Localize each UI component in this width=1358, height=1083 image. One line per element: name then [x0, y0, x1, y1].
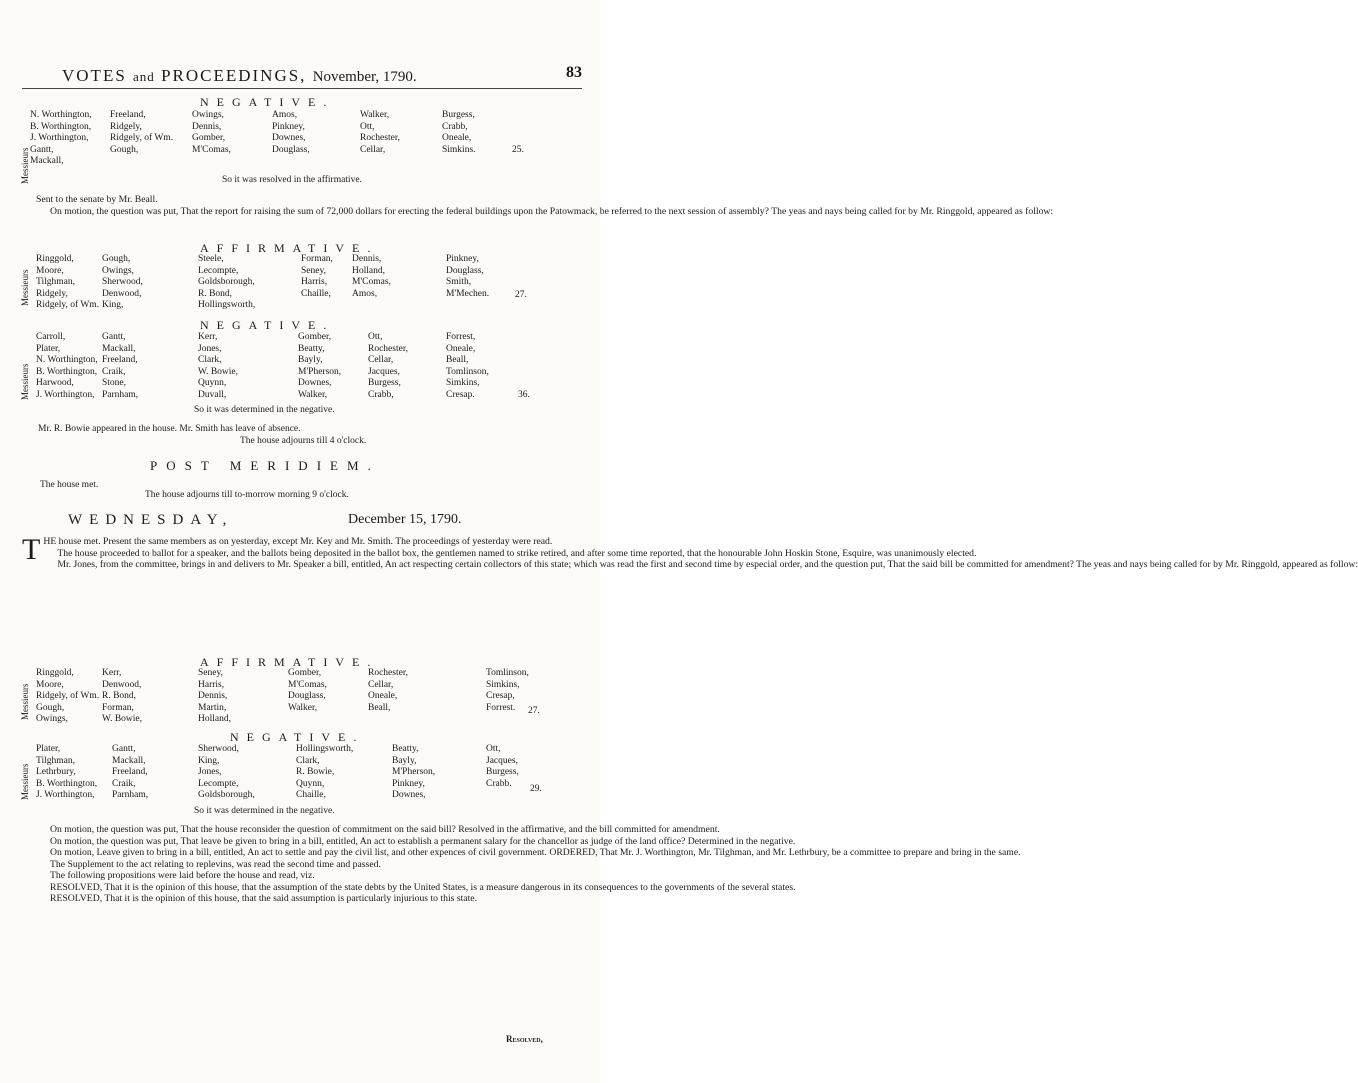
member-name: King, — [102, 300, 124, 311]
member-name: Cresap. — [446, 389, 475, 400]
vote1-count: 25. — [512, 145, 524, 155]
member-name: Kerr, — [102, 668, 122, 678]
member-name: Gantt, — [112, 744, 136, 754]
member-name: Holland, — [198, 714, 231, 725]
member-name: Amos, — [272, 110, 298, 120]
member-name: Hollingsworth, — [198, 300, 256, 311]
member-name: Smith, — [446, 277, 472, 288]
member-name: Kerr, — [198, 332, 218, 342]
para-jones-bill: Mr. Jones, from the committee, brings in and delivers to Mr. Speaker a bill, entitled, An act respecting certain collectors of this state; which was read the first and second time by especial order, and the question put, That the said bill be committed for amendment? The yeas and nays being called for by Mr. Ringgold, appeared as follow: — [57, 559, 1358, 570]
member-name: Harris, — [301, 277, 328, 288]
vote2-result: So it was determined in the negative. — [194, 405, 335, 415]
name-column — [486, 668, 529, 714]
section-para-block-1 — [36, 194, 1054, 217]
member-name: Simkins, — [486, 679, 520, 690]
member-name: Bayly, — [392, 755, 417, 766]
member-name: Ridgely, of Wm. — [36, 300, 100, 311]
member-name: Gantt, — [30, 144, 54, 155]
vote1-negative-heading: NEGATIVE. — [200, 95, 335, 109]
member-name: Mackall, — [30, 156, 64, 167]
member-name: M'Comas, — [288, 679, 327, 690]
member-name: Chaille, — [296, 790, 326, 801]
vote3-affirmative-count: 27. — [528, 706, 540, 716]
para-civil-list: On motion, Leave given to bring in a bill, entitled, An act to settle and pay the civil list, and other expences of civil government. ORDERED, That Mr. J. Worthington, Mr. Tilghman, and Mr. Lethrbury, be a committee to prepare and bring in the same. — [50, 847, 1021, 858]
member-name: Forrest, — [446, 332, 476, 342]
member-name: Cellar, — [360, 144, 386, 155]
member-name: N. Worthington, — [30, 110, 92, 120]
section-para-block-3 — [36, 824, 1021, 905]
name-column — [298, 332, 341, 402]
member-name: Forman, — [301, 254, 333, 264]
name-column — [301, 254, 333, 300]
page-number: 83 — [566, 64, 582, 81]
member-name: Sherwood, — [102, 277, 143, 288]
member-name: M'Pherson, — [298, 366, 342, 377]
member-name: Holland, — [352, 265, 385, 276]
member-name: Jacques, — [368, 366, 400, 377]
name-column — [36, 744, 97, 802]
vote3-negative-count: 29. — [530, 784, 542, 794]
name-column — [198, 744, 255, 802]
para-motion-federal-buildings: On motion, the question was put, That the report for raising the sum of 72,000 dollars for erecting the federal buildings upon the Patowmack, be referred to the next session of assembly? The yeas and nays being called for by Mr. Ringgold, appeared as follow: — [50, 205, 1054, 217]
member-name: Freeland, — [112, 767, 148, 778]
day-date: December 15, 1790. — [348, 512, 462, 527]
member-name: Walker, — [360, 110, 390, 120]
member-name: Moore, — [36, 679, 64, 690]
member-name: Goldsborough, — [198, 790, 255, 801]
member-name: Pinkney, — [446, 254, 479, 264]
name-column — [102, 332, 138, 402]
member-name: Ott, — [368, 332, 383, 342]
para-chancellor-salary: On motion, the question was put, That leave be given to bring in a bill, entitled, An act to establish a permanent salary for the chancellor as judge of the land office? Determined in the negative. — [50, 835, 796, 847]
para-replevins: The Supplement to the act relating to replevins, was read the second time and passed. — [50, 858, 381, 870]
member-name: Craik, — [102, 366, 126, 377]
member-name: Gough, — [110, 144, 139, 155]
name-column — [30, 110, 92, 168]
member-name: Beatty, — [298, 343, 325, 354]
member-name: Quynn, — [296, 778, 325, 789]
member-name: Rochester, — [368, 668, 408, 678]
member-name: Simkins, — [446, 378, 480, 389]
member-name: Oneale, — [446, 343, 476, 354]
header-proceedings: PROCEEDINGS, — [161, 66, 307, 85]
member-name: M'Comas, — [352, 277, 391, 288]
drop-cap: T — [22, 533, 41, 566]
name-column — [110, 110, 173, 156]
member-name: Downes, — [298, 378, 332, 389]
member-name: Freeland, — [102, 355, 138, 366]
member-name: W. Bowie, — [198, 366, 239, 377]
member-name: Plater, — [36, 744, 61, 754]
member-name: Lecompte, — [198, 265, 239, 276]
member-name: Gomber, — [192, 133, 226, 144]
member-name: Dennis, — [198, 691, 228, 702]
member-name: Ott, — [486, 744, 501, 754]
member-name: Chaille, — [301, 288, 331, 299]
member-name: J. Worthington, — [36, 790, 95, 801]
para-resolved-1: RESOLVED, That it is the opinion of this house, that the assumption of the state debts by the United States, is a measure dangerous in its consequences to the governments of the several states. — [50, 881, 796, 893]
member-name: Simkins. — [442, 144, 476, 155]
name-column — [36, 668, 99, 726]
member-name: Gomber, — [288, 668, 322, 678]
member-name: Ridgely, — [110, 121, 142, 132]
member-name: Beatty, — [392, 744, 419, 754]
member-name: King, — [198, 755, 220, 766]
member-name: Walker, — [288, 702, 318, 713]
member-name: Cellar, — [368, 355, 394, 366]
name-column — [198, 254, 255, 312]
name-column — [36, 254, 99, 312]
member-name: Stone, — [102, 378, 127, 389]
name-column — [486, 744, 519, 790]
name-column — [360, 110, 400, 156]
member-name: Burgess, — [368, 378, 401, 389]
member-name: Burgess, — [442, 110, 475, 120]
member-name: Bayly, — [298, 355, 323, 366]
member-name: Jacques, — [486, 755, 518, 766]
member-name: Forman, — [102, 702, 134, 713]
member-name: Burgess, — [486, 767, 519, 778]
member-name: Seney, — [301, 265, 326, 276]
para-house-met: The house met. — [40, 480, 99, 490]
member-name: Crabb. — [486, 778, 512, 789]
member-name: Douglass, — [288, 691, 326, 702]
member-name: Douglass, — [446, 265, 484, 276]
member-name: Hollingsworth, — [296, 744, 354, 754]
vote2-negative-heading: NEGATIVE. — [200, 318, 335, 332]
member-name: Douglass, — [272, 144, 310, 155]
member-name: Crabb, — [442, 121, 468, 132]
member-name: Martin, — [198, 702, 227, 713]
member-name: Gomber, — [298, 332, 332, 342]
member-name: Quynn, — [198, 378, 227, 389]
member-name: Dennis, — [352, 254, 382, 264]
member-name: Jones, — [198, 343, 222, 354]
para-adjourns-4: The house adjourns till 4 o'clock. — [240, 436, 367, 446]
member-name: Gough, — [102, 254, 131, 264]
member-name: Beall, — [446, 355, 469, 366]
vote2-negative-count: 36. — [518, 390, 530, 400]
member-name: Oneale, — [442, 133, 472, 144]
member-name: R. Bond, — [102, 691, 137, 702]
member-name: Parnham, — [102, 389, 139, 400]
member-name: Ridgely, — [36, 288, 68, 299]
member-name: Seney, — [198, 668, 223, 678]
member-name: Tilghman, — [36, 277, 75, 288]
member-name: Ringgold, — [36, 668, 74, 678]
vote2-neg-messieurs-label: Messieurs — [20, 363, 30, 400]
vote3-affirmative-heading: AFFIRMATIVE. — [200, 655, 379, 669]
member-name: Tomlinson, — [446, 366, 489, 377]
name-column — [112, 744, 148, 802]
member-name: Crabb, — [368, 389, 394, 400]
member-name: J. Worthington, — [30, 133, 89, 144]
member-name: Downes, — [272, 133, 306, 144]
name-column — [368, 332, 408, 402]
name-column — [296, 744, 353, 802]
name-column — [198, 668, 231, 726]
header-rule — [22, 88, 582, 89]
member-name: Ridgely, of Wm. — [36, 691, 100, 702]
member-name: Mackall, — [102, 343, 136, 354]
post-meridiem-heading: POST MERIDIEM. — [150, 458, 380, 473]
vote2-affirmative-heading: AFFIRMATIVE. — [200, 241, 379, 255]
member-name: B. Worthington, — [36, 778, 98, 789]
member-name: Parnham, — [112, 790, 149, 801]
member-name: Ridgely, of Wm. — [110, 133, 174, 144]
catchword: Resolved, — [506, 1034, 543, 1044]
vote3-result: So it was determined in the negative. — [194, 806, 335, 816]
member-name: Lecompte, — [198, 778, 239, 789]
member-name: Clark, — [198, 355, 222, 366]
day-heading: WEDNESDAY, — [68, 512, 234, 528]
name-column — [36, 332, 98, 402]
member-name: Walker, — [298, 389, 328, 400]
member-name: Pinkney, — [392, 778, 425, 789]
name-column — [446, 332, 489, 402]
name-column — [198, 332, 238, 402]
header-and: and — [133, 69, 155, 84]
member-name: Freeland, — [110, 110, 146, 120]
vote2-aff-messieurs-label: Messieurs — [20, 269, 30, 306]
member-name: Denwood, — [102, 288, 142, 299]
member-name: W. Bowie, — [102, 714, 143, 725]
member-name: Rochester, — [368, 343, 408, 354]
member-name: Carroll, — [36, 332, 66, 342]
member-name: Mackall, — [112, 755, 146, 766]
member-name: Owings, — [102, 265, 134, 276]
member-name: Denwood, — [102, 679, 142, 690]
member-name: Downes, — [392, 790, 426, 801]
vote1-messieurs-label: Messieurs — [20, 147, 30, 184]
header-date: November, 1790. — [312, 69, 417, 85]
member-name: Sherwood, — [198, 744, 239, 754]
member-name: Jones, — [198, 767, 222, 778]
name-column — [288, 668, 327, 714]
member-name: B. Worthington, — [30, 121, 92, 132]
member-name: Moore, — [36, 265, 64, 276]
member-name: Tomlinson, — [486, 668, 529, 678]
member-name: Rochester, — [360, 133, 400, 144]
para-resolved-2: RESOLVED, That it is the opinion of this house, that the said assumption is particularly injurious to this state. — [50, 893, 478, 904]
member-name: Gough, — [36, 702, 65, 713]
member-name: B. Worthington, — [36, 366, 98, 377]
member-name: Forrest. — [486, 702, 516, 713]
member-name: M'Comas, — [192, 144, 231, 155]
member-name: Cresap, — [486, 691, 515, 702]
member-name: Oneale, — [368, 691, 398, 702]
para-propositions: The following propositions were laid before the house and read, viz. — [50, 870, 315, 881]
member-name: Gantt, — [102, 332, 126, 342]
name-column — [446, 254, 489, 300]
member-name: Plater, — [36, 343, 61, 354]
name-column — [102, 668, 142, 726]
member-name: M'Mechen. — [446, 288, 490, 299]
running-header — [62, 66, 417, 86]
vote3-neg-messieurs-label: Messieurs — [20, 763, 30, 800]
member-name: Lethrbury, — [36, 767, 76, 778]
member-name: Harris, — [198, 679, 225, 690]
name-column — [352, 254, 391, 300]
member-name: Owings, — [192, 110, 224, 120]
vote2-affirmative-count: 27. — [515, 290, 527, 300]
member-name: Craik, — [112, 778, 136, 789]
header-votes: VOTES — [62, 66, 127, 85]
member-name: Goldsborough, — [198, 277, 255, 288]
name-column — [192, 110, 231, 156]
member-name: Duvall, — [198, 389, 227, 400]
member-name: R. Bond, — [198, 288, 233, 299]
vote3-aff-messieurs-label: Messieurs — [20, 683, 30, 720]
name-column — [102, 254, 143, 312]
member-name: Owings, — [36, 714, 68, 725]
name-column — [442, 110, 476, 156]
member-name: Steele, — [198, 254, 224, 264]
member-name: Cellar, — [368, 679, 394, 690]
member-name: N. Worthington, — [36, 355, 98, 366]
name-column — [368, 668, 408, 714]
member-name: M'Pherson, — [392, 767, 436, 778]
name-column — [272, 110, 310, 156]
member-name: J. Worthington, — [36, 389, 95, 400]
para-reconsider: On motion, the question was put, That the house reconsider the question of commitment on the said bill? Resolved in the affirmative, and the bill committed for amendment. — [50, 824, 720, 835]
name-column — [392, 744, 435, 802]
member-name: Ringgold, — [36, 254, 74, 264]
para-bowie-appeared: Mr. R. Bowie appeared in the house. Mr. Smith has leave of absence. — [38, 424, 301, 434]
para-adjourns-tomorrow: The house adjourns till to-morrow morning 9 o'clock. — [145, 490, 349, 500]
member-name: R. Bowie, — [296, 767, 335, 778]
para-sent-to-senate: Sent to the senate by Mr. Beall. — [36, 194, 158, 205]
vote3-negative-heading: NEGATIVE. — [230, 730, 365, 744]
section-para-block-2 — [22, 533, 1358, 571]
vote1-result: So it was resolved in the affirmative. — [222, 175, 362, 185]
member-name: Pinkney, — [272, 121, 305, 132]
member-name: Clark, — [296, 755, 320, 766]
member-name: Dennis, — [192, 121, 222, 132]
member-name: Ott, — [360, 121, 375, 132]
member-name: Amos, — [352, 288, 378, 299]
para-house-met-wednesday: HE house met. Present the same members as on yesterday, except Mr. Key and Mr. Smith. The proceedings of yesterday were read. — [43, 536, 553, 547]
para-ballot-speaker: The house proceeded to ballot for a speaker, and the ballots being deposited in the ballot box, the gentlemen named to strike retired, and after some time reported, that the honourable John Hoskin Stone, Esquire, was unanimously elected. — [57, 547, 977, 559]
member-name: Tilghman, — [36, 755, 75, 766]
member-name: Harwood, — [36, 378, 74, 389]
member-name: Beall, — [368, 702, 391, 713]
